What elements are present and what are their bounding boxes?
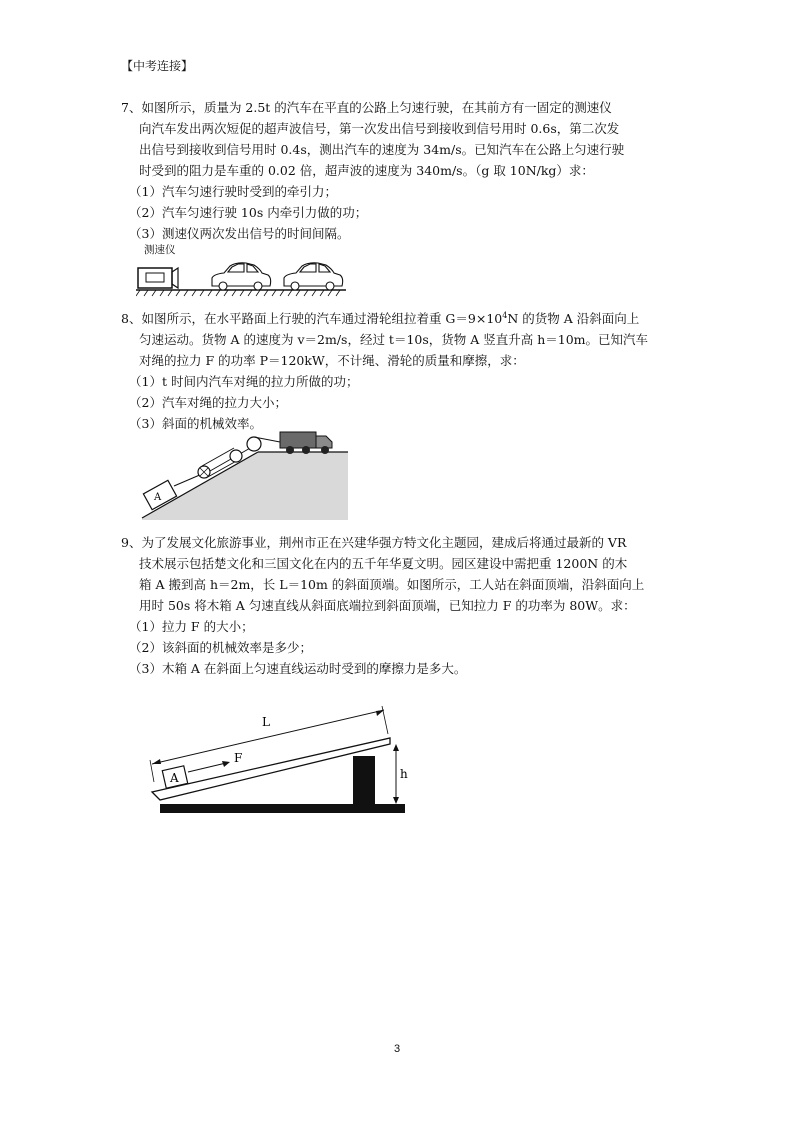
truck-icon (280, 432, 332, 454)
q8-sub-question: （2）汽车对绳的拉力大小； (129, 395, 287, 411)
question-7 (121, 97, 677, 244)
q9-sub-question: （2）该斜面的机械效率是多少； (129, 640, 312, 655)
car-icon (212, 263, 271, 290)
force-label: F (234, 751, 243, 765)
fixed-pulley (230, 450, 242, 462)
ground-hatch (136, 290, 340, 296)
q7-line: 7、如图所示，质量为 2.5t 的汽车在平直的公路上匀速行驶，在其前方有一固定的测速仪 (121, 100, 612, 115)
q7-line: 出信号到接收到信号用时 0.4s，测出汽车的速度为 34m/s。已知汽车在公路上匀速行驶 (139, 142, 625, 157)
speed-detector-figure (136, 258, 348, 298)
q9-sub-question: （3）木箱 A 在斜面上匀速直线运动时受到的摩擦力是多大。 (129, 661, 467, 676)
slope-ground (142, 452, 348, 520)
pulley-slope-figure (140, 430, 350, 522)
incline-figure (140, 700, 410, 818)
force-arrow (188, 763, 226, 772)
speed-detector-label: 测速仪 (144, 244, 176, 256)
svg-text:A: A (170, 771, 179, 785)
q8-line: 对绳的拉力 F 的功率 P＝120kW，不计绳、滑轮的质量和摩擦，求： (139, 353, 525, 369)
support-block (353, 756, 375, 806)
q8-sub-question: （1）t 时间内汽车对绳的拉力所做的功； (129, 374, 359, 390)
q9-line: 9、为了发展文化旅游事业，荆州市正在兴建华强方特文化主题园，建成后将通过最新的 VR (121, 535, 627, 550)
car-icon (284, 263, 343, 290)
section-tag: 【中考连接】 (121, 59, 194, 73)
q7-sub-question: （1）汽车匀速行驶时受到的牵引力； (129, 184, 337, 199)
speed-detector-device (138, 268, 172, 288)
q7-sub-question: （3）测速仪两次发出信号的时间间隔。 (129, 226, 350, 241)
svg-text:A: A (154, 492, 162, 503)
q9-sub-question: （1）拉力 F 的大小； (129, 619, 254, 634)
q8-line: 匀速运动。货物 A 的速度为 v＝2m/s，经过 t＝10s，货物 A 竖直升高 h＝10m。已知汽车 (139, 332, 649, 348)
height-label: h (400, 767, 408, 781)
q9-line: 用时 50s 将木箱 A 匀速直线从斜面底端拉到斜面顶端，已知拉力 F 的功率为 80W。求： (139, 598, 636, 613)
page-number: 3 (393, 1043, 401, 1055)
q9-line: 技术展示包括楚文化和三国文化在内的五千年华夏文明。园区建设中需把重 1200N 的木 (139, 556, 628, 571)
q8-sub-question: （3）斜面的机械效率。 (129, 416, 262, 432)
q7-line: 时受到的阻力是车重的 0.02 倍，超声波的速度为 340m/s。（g 取 10N/kg）求： (139, 163, 594, 178)
question-9 (121, 532, 677, 679)
top-pulley (247, 437, 261, 451)
length-label: L (262, 715, 270, 729)
q7-line: 向汽车发出两次短促的超声波信号，第一次发出信号到接收到信号用时 0.6s，第二次发 (139, 121, 620, 136)
q7-sub-question: （2）汽车匀速行驶 10s 内牵引力做的功； (129, 205, 368, 220)
q8-line: 8、如图所示，在水平路面上行驶的汽车通过滑轮组拉着重 $G=9\times 10^4N$ 的货物 A 沿斜面向上 (121, 311, 640, 327)
q9-line: 箱 A 搬到高 h＝2m，长 L＝10m 的斜面顶端。如图所示，工人站在斜面顶端，沿斜面向上 (139, 577, 645, 592)
question-8 (121, 305, 677, 434)
